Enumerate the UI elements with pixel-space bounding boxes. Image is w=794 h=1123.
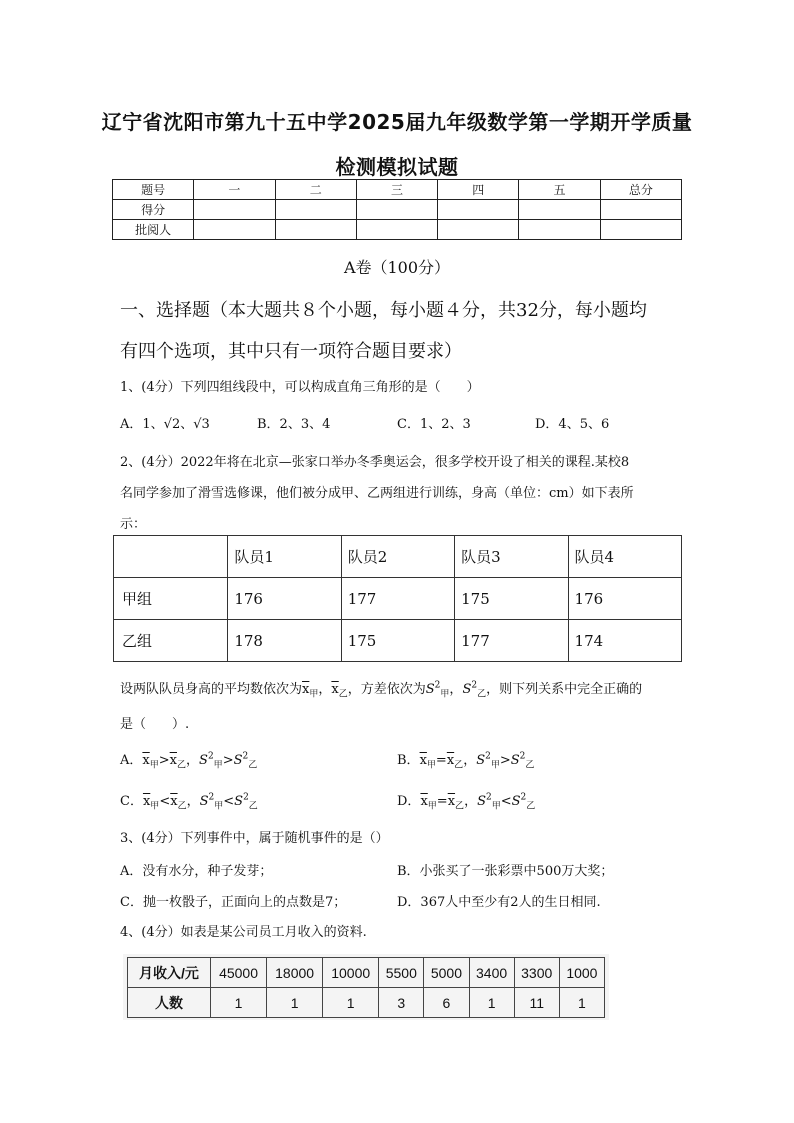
- height-cell: 178: [228, 620, 341, 662]
- score-header-cell: 三: [356, 180, 437, 200]
- q2-stem-line2: 名同学参加了滑雪选修课，他们被分成甲、乙两组进行训练，身高（单位：cm）如下表所: [120, 486, 634, 501]
- q3-option-c: C．抛一枚骰子，正面向上的点数是7；: [120, 895, 347, 910]
- score-header-cell: 五: [519, 180, 600, 200]
- score-row-label: 批阅人: [113, 220, 194, 240]
- income-cell: 11: [514, 988, 559, 1018]
- q1-option-b: B．2、3、4: [257, 417, 331, 432]
- income-cell: 5000: [424, 958, 469, 988]
- height-table-header-row: [114, 536, 682, 578]
- income-cell: 1: [323, 988, 379, 1018]
- section-a-heading: A卷（100分）: [343, 258, 451, 277]
- height-row-label: 乙组: [114, 620, 228, 662]
- score-table-header-row: [113, 180, 682, 200]
- q2-option-c: C．$\overline{x}_甲<\overline{x}_乙$，$S^2_甲<S^2_乙$: [120, 792, 258, 812]
- height-table-row: [114, 578, 682, 620]
- q1-stem: 1、(4分）下列四组线段中，可以构成直角三角形的是（ ）: [120, 380, 480, 395]
- height-table-row: [114, 620, 682, 662]
- q3-stem: 3、(4分）下列事件中，属于随机事件的是（）: [120, 831, 389, 846]
- score-table: [112, 179, 682, 240]
- exam-title-line2: 检测模拟试题: [335, 155, 459, 179]
- income-cell: 5500: [379, 958, 424, 988]
- income-table-row: [128, 958, 605, 988]
- score-header-cell: 一: [194, 180, 275, 200]
- q2-stem-line3: 示：: [120, 517, 147, 532]
- height-header-cell: 队员1: [228, 536, 341, 578]
- height-cell: 177: [455, 620, 568, 662]
- income-cell: 3300: [514, 958, 559, 988]
- income-cell: 1: [267, 988, 323, 1018]
- score-row-label: 得分: [113, 200, 194, 220]
- income-table-row: [128, 988, 605, 1018]
- income-cell: 1: [211, 988, 267, 1018]
- income-cell: 3400: [469, 958, 514, 988]
- q2-option-b: B．$\overline{x}_甲=\overline{x}_乙$，$S^2_甲>S^2_乙$: [397, 751, 535, 771]
- q1-option-a: A．1、√2、√3: [120, 417, 210, 432]
- height-cell: 174: [568, 620, 681, 662]
- q2-condition-line1: 设两队队员身高的平均数依次为$\overline{x}_甲$，$\overline{x}_乙$，方差依次为$S^2_甲$，$S^2_乙$，则下列关系中完全正确的: [120, 680, 643, 700]
- score-header-cell: 四: [438, 180, 519, 200]
- income-cell: 1: [559, 988, 604, 1018]
- score-header-cell: 题号: [113, 180, 194, 200]
- score-table-row: [113, 200, 682, 220]
- exam-title-line1: 辽宁省沈阳市第九十五中学2025届九年级数学第一学期开学质量: [101, 110, 693, 134]
- income-cell: 45000: [211, 958, 267, 988]
- height-cell: 176: [568, 578, 681, 620]
- income-cell: 10000: [323, 958, 379, 988]
- q2-stem-line1: 2、(4分）2022年将在北京—张家口举办冬季奥运会，很多学校开设了相关的课程.某校8: [120, 455, 630, 470]
- height-cell: 177: [341, 578, 454, 620]
- height-cell: 176: [228, 578, 341, 620]
- score-table-row: [113, 220, 682, 240]
- income-row-label: 人数: [128, 988, 211, 1018]
- height-row-label: 甲组: [114, 578, 228, 620]
- height-table: [113, 535, 682, 662]
- income-table: [127, 957, 605, 1018]
- q4-stem: 4、(4分）如表是某公司员工月收入的资料.: [120, 925, 367, 940]
- income-cell: 1000: [559, 958, 604, 988]
- q2-option-a: A．$\overline{x}_甲>\overline{x}_乙$，$S^2_甲>S^2_乙$: [120, 751, 258, 771]
- q1-option-c: C．1、2、3: [397, 417, 471, 432]
- q2-condition-line2: 是（ ）.: [120, 717, 190, 732]
- income-row-label: 月收入/元: [128, 958, 211, 988]
- height-cell: 175: [455, 578, 568, 620]
- q3-option-d: D．367人中至少有2人的生日相同.: [397, 895, 601, 910]
- part1-heading-line1: 一、选择题（本大题共８个小题，每小题４分，共32分，每小题均: [120, 300, 647, 321]
- height-header-cell: 队员4: [568, 536, 681, 578]
- part1-heading-line2: 有四个选项，其中只有一项符合题目要求）: [120, 341, 462, 362]
- q3-option-a: A．没有水分，种子发芽；: [120, 864, 273, 879]
- income-cell: 3: [379, 988, 424, 1018]
- height-header-cell: 队员3: [455, 536, 568, 578]
- income-cell: 1: [469, 988, 514, 1018]
- score-header-cell: 二: [275, 180, 356, 200]
- q2-option-d: D．$\overline{x}_甲=\overline{x}_乙$，$S^2_甲<S^2_乙$: [397, 792, 536, 812]
- score-header-cell: 总分: [600, 180, 681, 200]
- q3-option-b: B．小张买了一张彩票中500万大奖；: [397, 864, 614, 879]
- height-cell: 175: [341, 620, 454, 662]
- q1-option-d: D．4、5、6: [535, 417, 610, 432]
- height-header-cell: 队员2: [341, 536, 454, 578]
- income-cell: 6: [424, 988, 469, 1018]
- height-header-cell: [114, 536, 228, 578]
- income-cell: 18000: [267, 958, 323, 988]
